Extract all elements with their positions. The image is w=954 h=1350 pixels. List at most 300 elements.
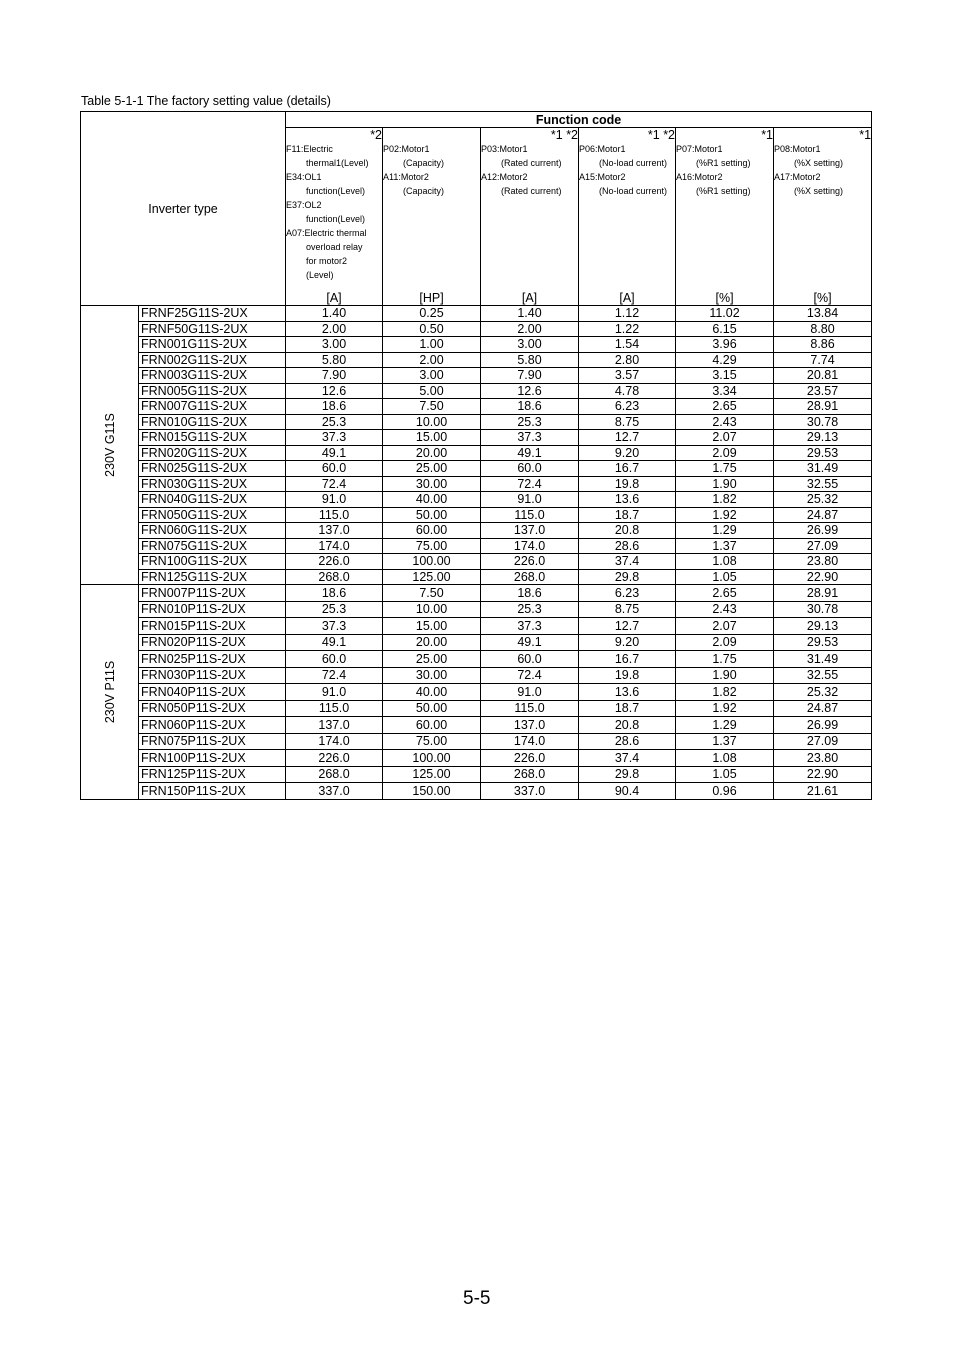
value-cell: 2.07 (676, 430, 774, 446)
value-cell: 3.00 (286, 337, 383, 353)
description-line: F11:Electric (286, 144, 333, 154)
value-cell: 19.8 (579, 476, 676, 492)
value-cell: 1.92 (676, 507, 774, 523)
value-cell: 2.00 (286, 321, 383, 337)
model-cell: FRN003G11S-2UX (139, 368, 286, 384)
note-marker: *1 *2 (481, 128, 579, 143)
value-cell: 27.09 (774, 538, 872, 554)
value-cell: 4.29 (676, 352, 774, 368)
note-marker: *1 *2 (579, 128, 676, 143)
model-cell: FRN025G11S-2UX (139, 461, 286, 477)
value-cell: 10.00 (383, 601, 481, 618)
model-cell: FRN030G11S-2UX (139, 476, 286, 492)
value-cell: 29.13 (774, 430, 872, 446)
table-row (81, 476, 872, 492)
value-cell: 25.32 (774, 492, 872, 508)
value-cell: 49.1 (286, 634, 383, 651)
value-cell: 60.0 (481, 461, 579, 477)
value-cell: 174.0 (286, 733, 383, 750)
table-row (81, 383, 872, 399)
description-line: (Rated current) (501, 158, 562, 168)
model-cell: FRN125G11S-2UX (139, 569, 286, 585)
value-cell: 12.7 (579, 618, 676, 635)
value-cell: 3.15 (676, 368, 774, 384)
function-code-description (774, 142, 872, 291)
value-cell: 125.00 (383, 766, 481, 783)
value-cell: 3.00 (481, 337, 579, 353)
description-line: (Rated current) (501, 186, 562, 196)
description-line: (No-load current) (599, 186, 668, 196)
table-row (81, 414, 872, 430)
value-cell: 226.0 (286, 750, 383, 767)
value-cell: 13.6 (579, 684, 676, 701)
description-line: (%R1 setting) (696, 158, 751, 168)
value-cell: 24.87 (774, 507, 872, 523)
value-cell: 100.00 (383, 750, 481, 767)
value-cell: 49.1 (481, 445, 579, 461)
model-cell: FRN100G11S-2UX (139, 554, 286, 570)
value-cell: 12.7 (579, 430, 676, 446)
value-cell: 7.90 (286, 368, 383, 384)
model-cell: FRN010P11S-2UX (139, 601, 286, 618)
value-cell: 19.8 (579, 667, 676, 684)
table-row (81, 684, 872, 701)
table-row (81, 585, 872, 602)
value-cell: 40.00 (383, 684, 481, 701)
value-cell: 49.1 (286, 445, 383, 461)
value-cell: 20.00 (383, 634, 481, 651)
value-cell: 18.6 (481, 399, 579, 415)
description-line: A07:Electric thermal (286, 228, 367, 238)
description-line: E34:OL1 (286, 172, 322, 182)
model-cell: FRN040G11S-2UX (139, 492, 286, 508)
description-line: (%X setting) (794, 186, 844, 196)
value-cell: 115.0 (286, 700, 383, 717)
value-cell: 29.8 (579, 766, 676, 783)
value-cell: 10.00 (383, 414, 481, 430)
model-cell: FRN010G11S-2UX (139, 414, 286, 430)
value-cell: 9.20 (579, 634, 676, 651)
value-cell: 91.0 (286, 492, 383, 508)
description-line: A17:Motor2 (774, 172, 821, 182)
value-cell: 31.49 (774, 651, 872, 668)
value-cell: 40.00 (383, 492, 481, 508)
value-cell: 12.6 (481, 383, 579, 399)
model-cell: FRN007P11S-2UX (139, 585, 286, 602)
value-cell: 0.96 (676, 783, 774, 800)
function-code-header: Function code (286, 112, 872, 128)
value-cell: 75.00 (383, 538, 481, 554)
value-cell: 6.23 (579, 399, 676, 415)
value-cell: 226.0 (481, 750, 579, 767)
value-cell: 25.00 (383, 461, 481, 477)
value-cell: 115.0 (481, 507, 579, 523)
table-row (81, 337, 872, 353)
description-line: function(Level) (306, 186, 366, 196)
model-cell: FRN001G11S-2UX (139, 337, 286, 353)
table-row (81, 352, 872, 368)
value-cell: 2.43 (676, 601, 774, 618)
value-cell: 115.0 (481, 700, 579, 717)
model-cell: FRN015G11S-2UX (139, 430, 286, 446)
description-line: (%R1 setting) (696, 186, 751, 196)
value-cell: 72.4 (481, 667, 579, 684)
value-cell: 6.23 (579, 585, 676, 602)
unit-label: [%] (774, 291, 872, 306)
value-cell: 23.57 (774, 383, 872, 399)
value-cell: 1.82 (676, 684, 774, 701)
value-cell: 137.0 (286, 523, 383, 539)
value-cell: 5.80 (286, 352, 383, 368)
value-cell: 12.6 (286, 383, 383, 399)
value-cell: 8.75 (579, 601, 676, 618)
value-cell: 1.40 (286, 306, 383, 322)
page-number: 5-5 (463, 1288, 491, 1309)
model-cell: FRN060P11S-2UX (139, 717, 286, 734)
value-cell: 7.50 (383, 399, 481, 415)
value-cell: 150.00 (383, 783, 481, 800)
value-cell: 1.00 (383, 337, 481, 353)
value-cell: 31.49 (774, 461, 872, 477)
value-cell: 13.6 (579, 492, 676, 508)
function-code-description (481, 142, 579, 291)
value-cell: 91.0 (286, 684, 383, 701)
unit-label: [HP] (383, 291, 481, 306)
value-cell: 9.20 (579, 445, 676, 461)
value-cell: 3.34 (676, 383, 774, 399)
value-cell: 16.7 (579, 651, 676, 668)
value-cell: 268.0 (481, 766, 579, 783)
value-cell: 28.6 (579, 733, 676, 750)
model-cell: FRN050G11S-2UX (139, 507, 286, 523)
value-cell: 30.78 (774, 601, 872, 618)
group-label: 230V G11S (102, 413, 117, 477)
table-row (81, 368, 872, 384)
value-cell: 337.0 (286, 783, 383, 800)
value-cell: 174.0 (481, 733, 579, 750)
value-cell: 2.00 (481, 321, 579, 337)
description-line: overload relay (306, 242, 363, 252)
table-row (81, 321, 872, 337)
group-cell (81, 306, 139, 585)
value-cell: 18.7 (579, 700, 676, 717)
value-cell: 226.0 (481, 554, 579, 570)
value-cell: 1.75 (676, 651, 774, 668)
value-cell: 125.00 (383, 569, 481, 585)
value-cell: 1.82 (676, 492, 774, 508)
value-cell: 0.50 (383, 321, 481, 337)
value-cell: 174.0 (481, 538, 579, 554)
description-line: A12:Motor2 (481, 172, 528, 182)
note-marker (383, 128, 481, 143)
value-cell: 20.00 (383, 445, 481, 461)
value-cell: 29.13 (774, 618, 872, 635)
value-cell: 1.40 (481, 306, 579, 322)
description-line: (No-load current) (599, 158, 668, 168)
value-cell: 1.05 (676, 569, 774, 585)
unit-label: [A] (579, 291, 676, 306)
table-row (81, 461, 872, 477)
description-line: P03:Motor1 (481, 144, 528, 154)
value-cell: 8.75 (579, 414, 676, 430)
inverter-type-header: Inverter type (81, 112, 286, 306)
value-cell: 18.6 (481, 585, 579, 602)
description-line: P06:Motor1 (579, 144, 626, 154)
value-cell: 268.0 (286, 569, 383, 585)
table-caption: Table 5-1-1 The factory setting value (details) (81, 94, 331, 108)
note-marker: *1 (774, 128, 872, 143)
value-cell: 1.08 (676, 750, 774, 767)
table-row (81, 399, 872, 415)
value-cell: 29.53 (774, 634, 872, 651)
value-cell: 174.0 (286, 538, 383, 554)
value-cell: 23.80 (774, 554, 872, 570)
model-cell: FRN075P11S-2UX (139, 733, 286, 750)
table-row (81, 569, 872, 585)
table-row (81, 538, 872, 554)
table-row (81, 492, 872, 508)
value-cell: 7.74 (774, 352, 872, 368)
value-cell: 29.8 (579, 569, 676, 585)
value-cell: 5.00 (383, 383, 481, 399)
description-line: P07:Motor1 (676, 144, 723, 154)
value-cell: 18.6 (286, 585, 383, 602)
value-cell: 26.99 (774, 523, 872, 539)
unit-label: [A] (286, 291, 383, 306)
value-cell: 91.0 (481, 684, 579, 701)
value-cell: 25.32 (774, 684, 872, 701)
note-marker: *2 (286, 128, 383, 143)
description-line: (Level) (306, 270, 334, 280)
value-cell: 2.65 (676, 399, 774, 415)
table-row (81, 306, 872, 322)
value-cell: 4.78 (579, 383, 676, 399)
model-cell: FRN020P11S-2UX (139, 634, 286, 651)
value-cell: 25.3 (286, 601, 383, 618)
value-cell: 25.00 (383, 651, 481, 668)
value-cell: 1.90 (676, 476, 774, 492)
value-cell: 11.02 (676, 306, 774, 322)
value-cell: 1.12 (579, 306, 676, 322)
value-cell: 30.00 (383, 667, 481, 684)
value-cell: 15.00 (383, 618, 481, 635)
value-cell: 60.00 (383, 717, 481, 734)
value-cell: 75.00 (383, 733, 481, 750)
value-cell: 23.80 (774, 750, 872, 767)
value-cell: 20.81 (774, 368, 872, 384)
value-cell: 268.0 (286, 766, 383, 783)
value-cell: 7.50 (383, 585, 481, 602)
value-cell: 8.86 (774, 337, 872, 353)
value-cell: 1.54 (579, 337, 676, 353)
description-line: E37:OL2 (286, 200, 322, 210)
value-cell: 29.53 (774, 445, 872, 461)
value-cell: 30.00 (383, 476, 481, 492)
value-cell: 32.55 (774, 667, 872, 684)
table-row (81, 750, 872, 767)
value-cell: 3.00 (383, 368, 481, 384)
value-cell: 21.61 (774, 783, 872, 800)
function-code-description (676, 142, 774, 291)
value-cell: 60.0 (286, 461, 383, 477)
value-cell: 0.25 (383, 306, 481, 322)
description-line: (Capacity) (403, 186, 445, 196)
value-cell: 37.4 (579, 750, 676, 767)
value-cell: 2.43 (676, 414, 774, 430)
table-row (81, 667, 872, 684)
value-cell: 60.0 (286, 651, 383, 668)
value-cell: 37.3 (481, 430, 579, 446)
value-cell: 37.4 (579, 554, 676, 570)
value-cell: 25.3 (481, 414, 579, 430)
unit-label: [%] (676, 291, 774, 306)
value-cell: 37.3 (286, 618, 383, 635)
value-cell: 5.80 (481, 352, 579, 368)
value-cell: 26.99 (774, 717, 872, 734)
model-cell: FRN060G11S-2UX (139, 523, 286, 539)
description-line: for motor2 (306, 256, 348, 266)
value-cell: 3.57 (579, 368, 676, 384)
model-cell: FRN125P11S-2UX (139, 766, 286, 783)
table-row (81, 766, 872, 783)
value-cell: 32.55 (774, 476, 872, 492)
description-line: thermal1(Level) (306, 158, 369, 168)
table-row (81, 445, 872, 461)
value-cell: 60.00 (383, 523, 481, 539)
description-line: (Capacity) (403, 158, 445, 168)
table-row (81, 618, 872, 635)
value-cell: 72.4 (286, 667, 383, 684)
value-cell: 27.09 (774, 733, 872, 750)
model-cell: FRN075G11S-2UX (139, 538, 286, 554)
value-cell: 37.3 (481, 618, 579, 635)
value-cell: 28.6 (579, 538, 676, 554)
value-cell: 337.0 (481, 783, 579, 800)
description-line: (%X setting) (794, 158, 844, 168)
value-cell: 18.6 (286, 399, 383, 415)
value-cell: 1.29 (676, 717, 774, 734)
model-cell: FRNF50G11S-2UX (139, 321, 286, 337)
table-row (81, 733, 872, 750)
value-cell: 8.80 (774, 321, 872, 337)
model-cell: FRN007G11S-2UX (139, 399, 286, 415)
model-cell: FRN020G11S-2UX (139, 445, 286, 461)
model-cell: FRNF25G11S-2UX (139, 306, 286, 322)
model-cell: FRN150P11S-2UX (139, 783, 286, 800)
description-line: function(Level) (306, 214, 366, 224)
value-cell: 50.00 (383, 507, 481, 523)
value-cell: 1.05 (676, 766, 774, 783)
function-code-description (286, 142, 383, 291)
table-row (81, 783, 872, 800)
value-cell: 100.00 (383, 554, 481, 570)
value-cell: 72.4 (286, 476, 383, 492)
value-cell: 115.0 (286, 507, 383, 523)
description-line: A15:Motor2 (579, 172, 626, 182)
description-line: A16:Motor2 (676, 172, 723, 182)
value-cell: 37.3 (286, 430, 383, 446)
value-cell: 18.7 (579, 507, 676, 523)
value-cell: 1.29 (676, 523, 774, 539)
note-marker: *1 (676, 128, 774, 143)
value-cell: 28.91 (774, 399, 872, 415)
value-cell: 2.65 (676, 585, 774, 602)
table-row (81, 651, 872, 668)
value-cell: 49.1 (481, 634, 579, 651)
table-row (81, 634, 872, 651)
value-cell: 7.90 (481, 368, 579, 384)
model-cell: FRN050P11S-2UX (139, 700, 286, 717)
value-cell: 24.87 (774, 700, 872, 717)
model-cell: FRN005G11S-2UX (139, 383, 286, 399)
model-cell: FRN100P11S-2UX (139, 750, 286, 767)
group-label: 230V P11S (102, 660, 117, 723)
value-cell: 90.4 (579, 783, 676, 800)
value-cell: 30.78 (774, 414, 872, 430)
function-code-description (383, 142, 481, 291)
value-cell: 50.00 (383, 700, 481, 717)
table-row (81, 700, 872, 717)
value-cell: 2.09 (676, 445, 774, 461)
value-cell: 1.22 (579, 321, 676, 337)
table-row (81, 601, 872, 618)
value-cell: 1.08 (676, 554, 774, 570)
value-cell: 226.0 (286, 554, 383, 570)
value-cell: 22.90 (774, 766, 872, 783)
model-cell: FRN025P11S-2UX (139, 651, 286, 668)
value-cell: 22.90 (774, 569, 872, 585)
unit-label: [A] (481, 291, 579, 306)
value-cell: 28.91 (774, 585, 872, 602)
value-cell: 25.3 (481, 601, 579, 618)
model-cell: FRN040P11S-2UX (139, 684, 286, 701)
value-cell: 3.96 (676, 337, 774, 353)
model-cell: FRN030P11S-2UX (139, 667, 286, 684)
value-cell: 13.84 (774, 306, 872, 322)
value-cell: 2.80 (579, 352, 676, 368)
factory-setting-table (80, 111, 872, 800)
value-cell: 91.0 (481, 492, 579, 508)
value-cell: 1.92 (676, 700, 774, 717)
value-cell: 20.8 (579, 523, 676, 539)
value-cell: 1.90 (676, 667, 774, 684)
value-cell: 137.0 (286, 717, 383, 734)
group-cell (81, 585, 139, 800)
model-cell: FRN015P11S-2UX (139, 618, 286, 635)
description-line: P08:Motor1 (774, 144, 821, 154)
table-row (81, 554, 872, 570)
table-row (81, 507, 872, 523)
description-line: A11:Motor2 (383, 172, 429, 182)
value-cell: 25.3 (286, 414, 383, 430)
value-cell: 137.0 (481, 523, 579, 539)
value-cell: 1.75 (676, 461, 774, 477)
value-cell: 72.4 (481, 476, 579, 492)
value-cell: 60.0 (481, 651, 579, 668)
table-row (81, 717, 872, 734)
value-cell: 137.0 (481, 717, 579, 734)
table-row (81, 523, 872, 539)
value-cell: 268.0 (481, 569, 579, 585)
model-cell: FRN002G11S-2UX (139, 352, 286, 368)
function-code-description (579, 142, 676, 291)
value-cell: 1.37 (676, 733, 774, 750)
description-line: P02:Motor1 (383, 144, 430, 154)
value-cell: 15.00 (383, 430, 481, 446)
value-cell: 6.15 (676, 321, 774, 337)
value-cell: 2.07 (676, 618, 774, 635)
value-cell: 1.37 (676, 538, 774, 554)
